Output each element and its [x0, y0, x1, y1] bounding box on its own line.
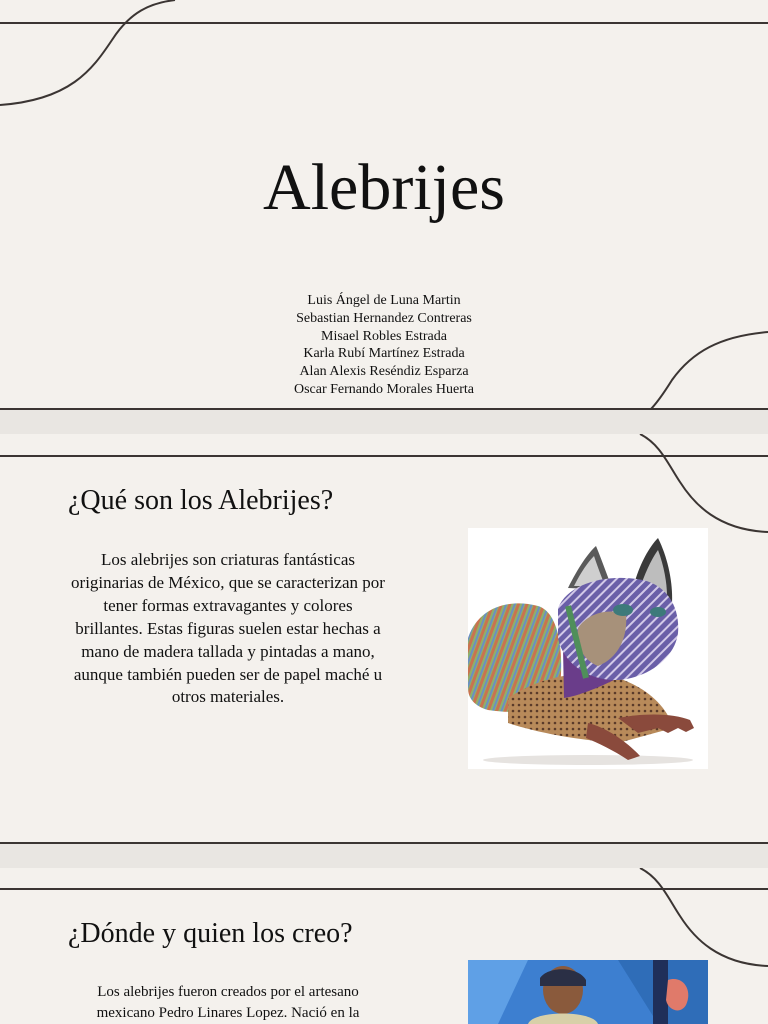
- author-list: [0, 292, 768, 399]
- section-heading: ¿Qué son los Alebrijes?: [68, 485, 334, 516]
- alebrije-cat-image: [468, 528, 708, 769]
- author-name: Karla Rubí Martínez Estrada: [303, 346, 465, 362]
- author-name: Oscar Fernando Morales Huerta: [294, 381, 474, 397]
- title-slide: [0, 0, 768, 410]
- section-heading: ¿Dónde y quien los creo?: [68, 918, 353, 949]
- author-name: Alan Alexis Reséndiz Esparza: [299, 364, 469, 380]
- artisan-photo: [468, 960, 708, 1024]
- presentation-title: Alebrijes: [263, 151, 505, 224]
- section-body: Los alebrijes son criaturas fantásticas originarias de México, que se caracterizan por tener formas extravagantes y colores brillantes. Estas figuras suelen estar hechas a mano de madera tallada y pintadas a mano, aunque también pueden ser de papel maché u otros materiales.: [71, 550, 385, 707]
- alebrije-cat-illustration: [468, 528, 708, 769]
- what-are-slide: [0, 434, 768, 844]
- artisan-photo-illustration: [468, 960, 708, 1024]
- author-name: Sebastian Hernandez Contreras: [296, 310, 472, 326]
- origin-slide: [0, 868, 768, 1024]
- section-body: Los alebrijes fueron creados por el artesano mexicano Pedro Linares Lopez. Nació en la: [96, 984, 360, 1021]
- author-name: Misael Robles Estrada: [321, 328, 447, 344]
- author-name: Luis Ángel de Luna Martin: [307, 293, 461, 308]
